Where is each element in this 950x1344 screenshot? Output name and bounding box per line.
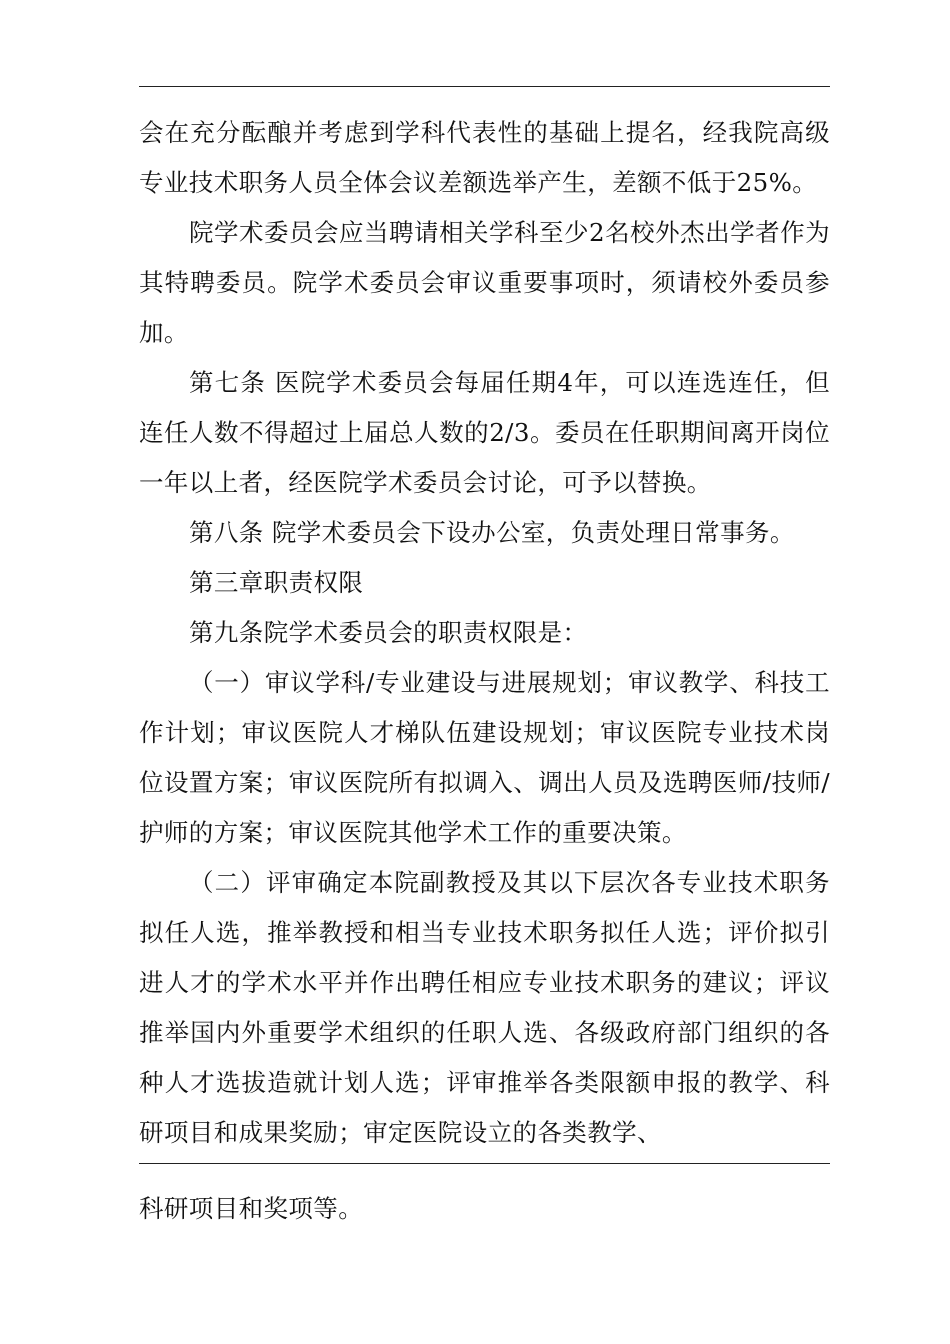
- chapter-3-heading: 第三章职责权限: [189, 568, 364, 597]
- document-body: [139, 108, 830, 1158]
- next-page-continuation: 科研项目和奖项等。: [139, 1194, 364, 1223]
- paragraph-nomination: 会在充分酝酿并考虑到学科代表性的基础上提名，经我院高级专业技术职务人员全体会议差额选举产生，差额不低于25%。: [139, 118, 830, 197]
- paragraph-article-8: 第八条 院学术委员会下设办公室，负责处理日常事务。: [189, 518, 795, 547]
- header-divider: [139, 86, 830, 87]
- paragraph-item-1: （一）审议学科/专业建设与进展规划；审议教学、科技工作计划；审议医院人才梯队伍建设规划；审议医院专业技术岗位设置方案；审议医院所有拟调入、调出人员及选聘医师/技师/护师的方案；审议医院其他学术工作的重要决策。: [139, 668, 830, 847]
- page-break-divider: [139, 1163, 830, 1164]
- paragraph-external-members: 院学术委员会应当聘请相关学科至少2名校外杰出学者作为其特聘委员。院学术委员会审议重要事项时，须请校外委员参加。: [139, 218, 830, 347]
- paragraph-article-9: 第九条院学术委员会的职责权限是：: [189, 618, 588, 647]
- paragraph-article-7: 第七条 医院学术委员会每届任期4年，可以连选连任，但连任人数不得超过上届总人数的2/3。委员在任职期间离开岗位一年以上者，经医院学术委员会讨论，可予以替换。: [139, 368, 830, 497]
- paragraph-item-2: （二）评审确定本院副教授及其以下层次各专业技术职务拟任人选，推举教授和相当专业技术职务拟任人选；评价拟引进人才的学术水平并作出聘任相应专业技术职务的建议；评议推举国内外重要学术组织的任职人选、各级政府部门组织的各种人才选拔造就计划人选；评审推举各类限额申报的教学、科研项目和成果奖励；审定医院设立的各类教学、: [139, 868, 830, 1147]
